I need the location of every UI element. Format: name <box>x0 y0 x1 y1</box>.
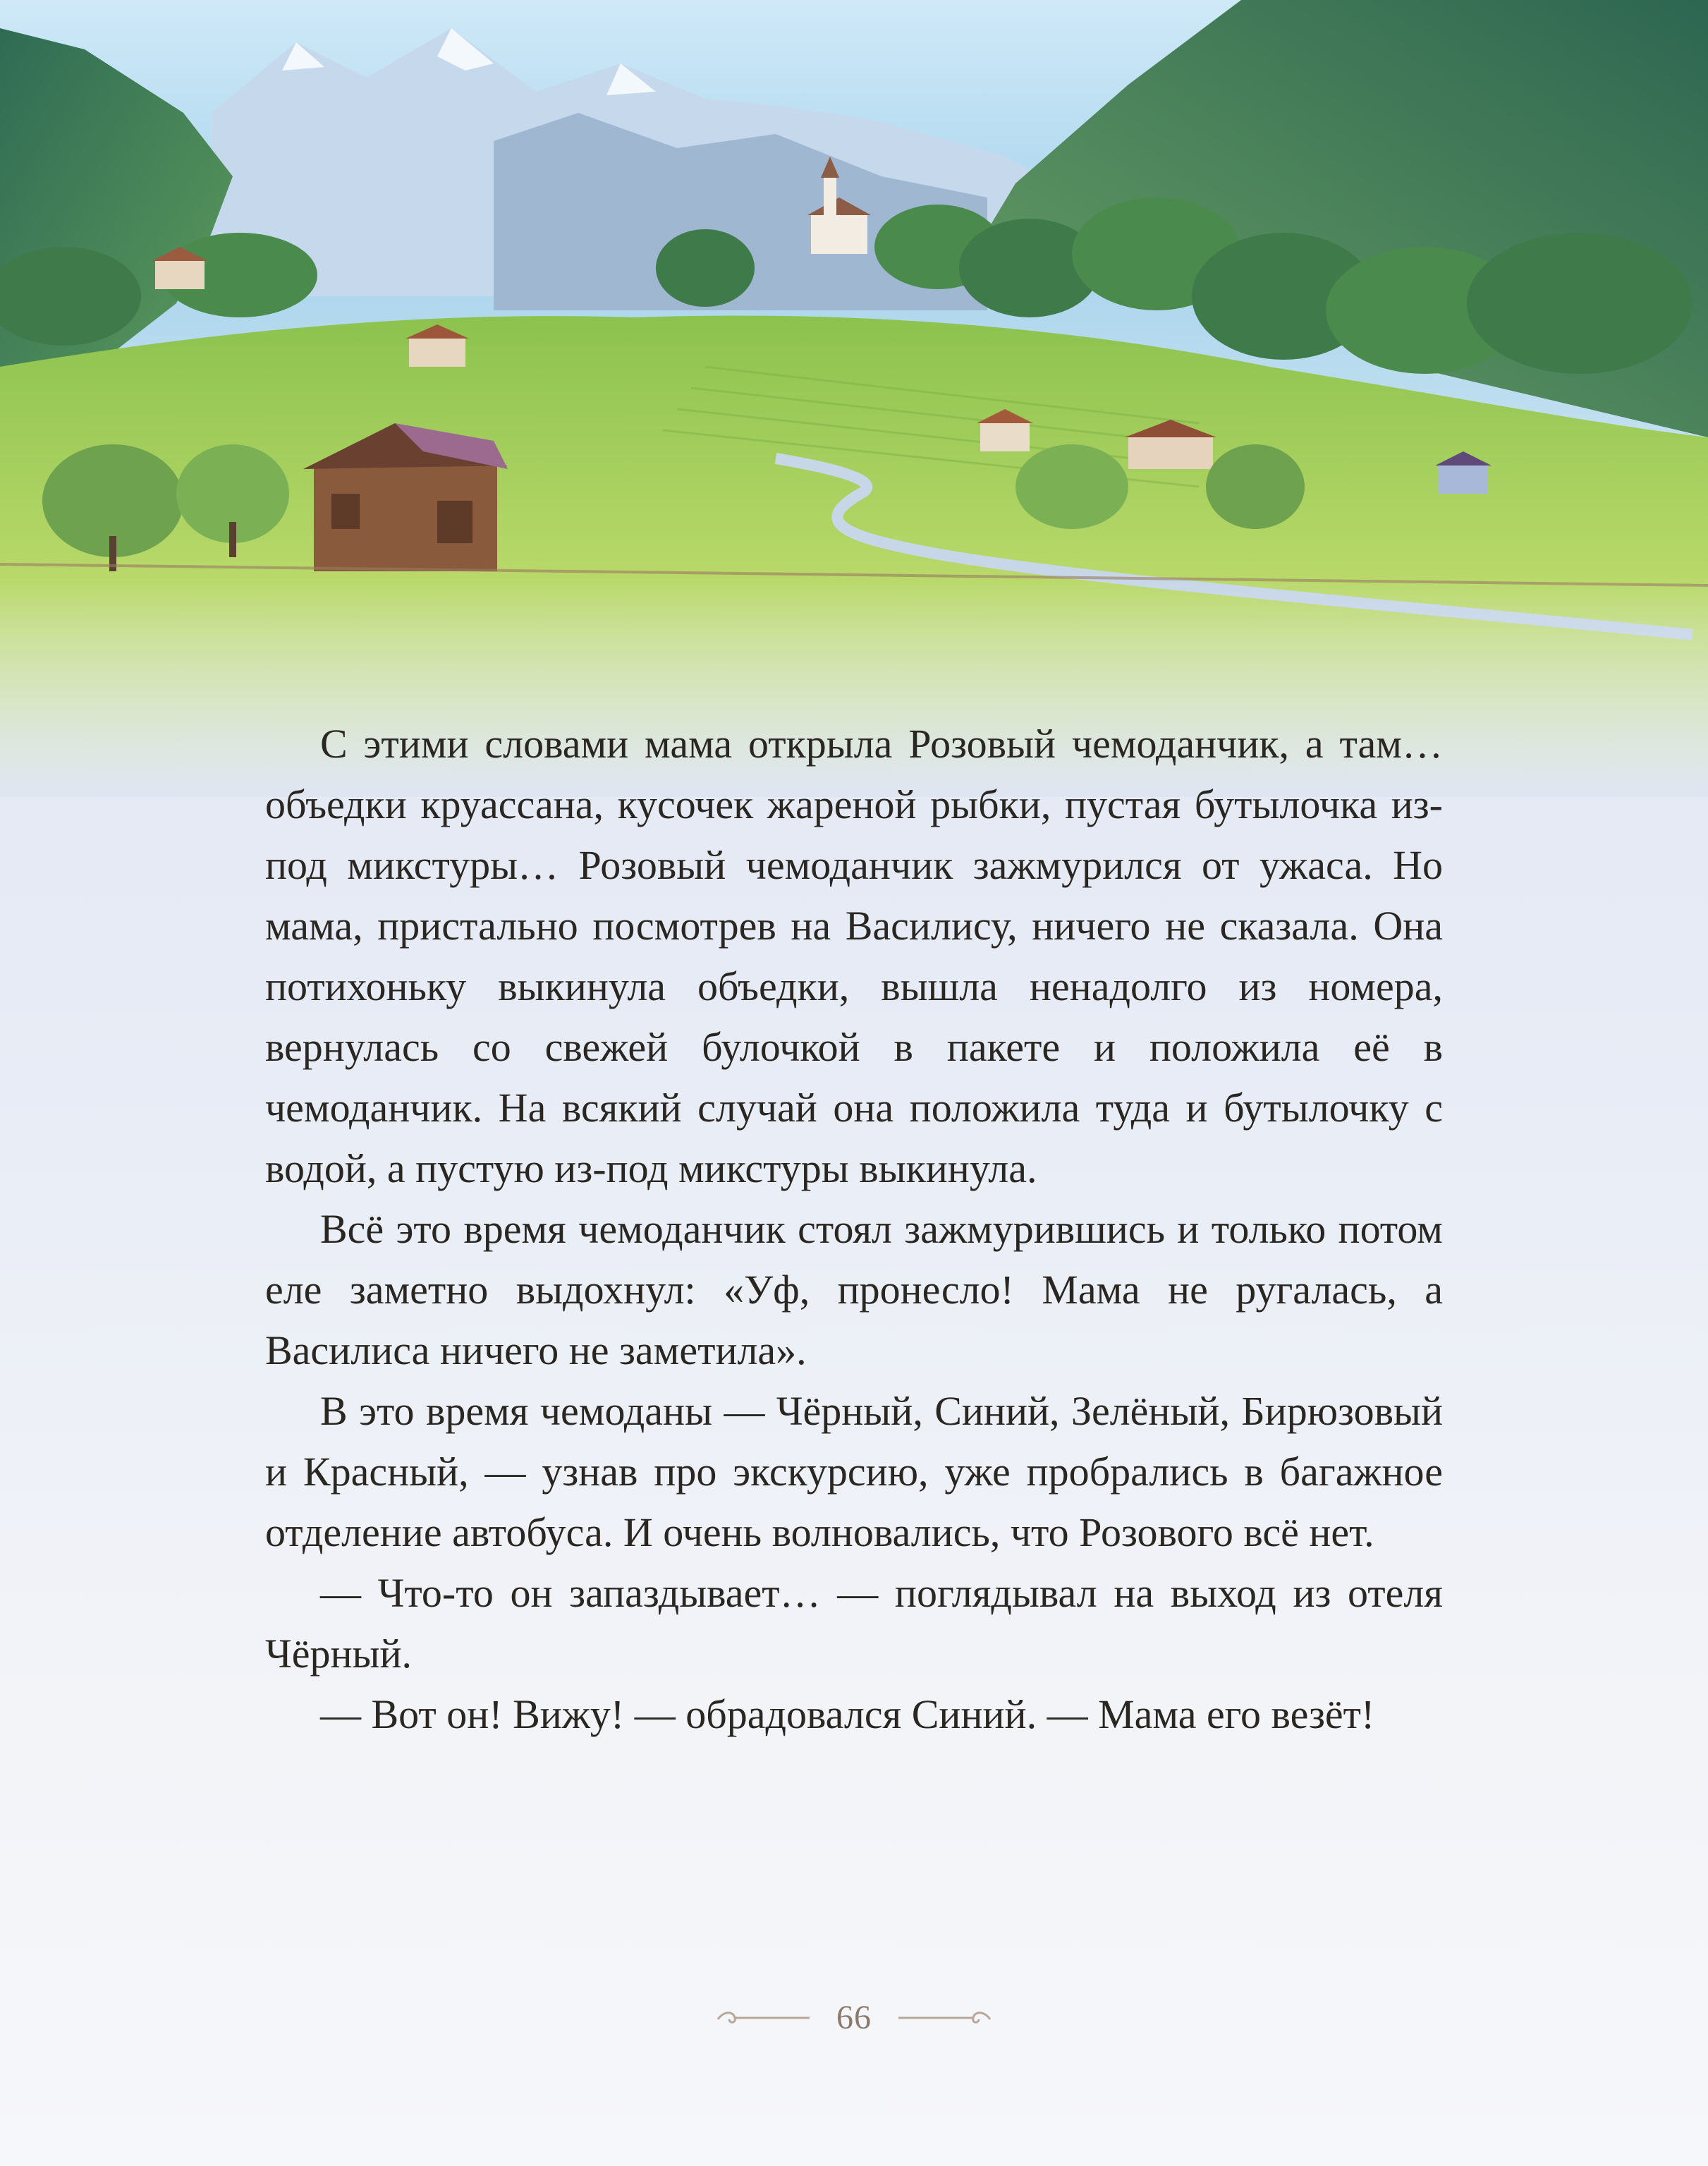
left-ornament-icon <box>711 2007 817 2028</box>
right-ornament-icon <box>891 2007 997 2028</box>
landscape-illustration <box>0 0 1708 797</box>
paragraph: С этими словами мама открыла Розовый чемоданчик, а там… объедки круассана, кусочек жареной рыбки, пустая бутылочка из-под микстуры… Розовый чемоданчик зажмурился от ужаса. Но мама, пристально посмотрев на Василису, ничего не сказала. Она потихоньку выкинула объедки, вышла ненадолго из номера, вернулась со свежей булочкой в пакете и положила её в чемоданчик. На всякий случай она положила туда и бутылочку с водой, а пустую из-под микстуры выкинула. <box>265 721 1443 1191</box>
paragraph: Всё это время чемоданчик стоял зажмурившись и только потом еле заметно выдохнул: «Уф, пронесло! Мама не ругалась, а Василиса ничего не заметила». <box>265 1206 1443 1373</box>
page-number: 66 <box>836 1998 872 2036</box>
paragraph: — Вот он! Вижу! — обрадовался Синий. — Мама его везёт! <box>320 1691 1375 1737</box>
paragraph: В это время чемоданы — Чёрный, Синий, Зелёный, Бирюзовый и Красный, — узнав про экскурсию, уже пробрались в багажное отделение автобуса. И очень волновались, что Розового всё нет. <box>265 1388 1443 1555</box>
page-footer <box>0 1989 1708 2045</box>
story-text <box>265 714 1443 1745</box>
paragraph: — Что-то он запаздывает… — поглядывал на выход из отеля Чёрный. <box>265 1570 1443 1677</box>
